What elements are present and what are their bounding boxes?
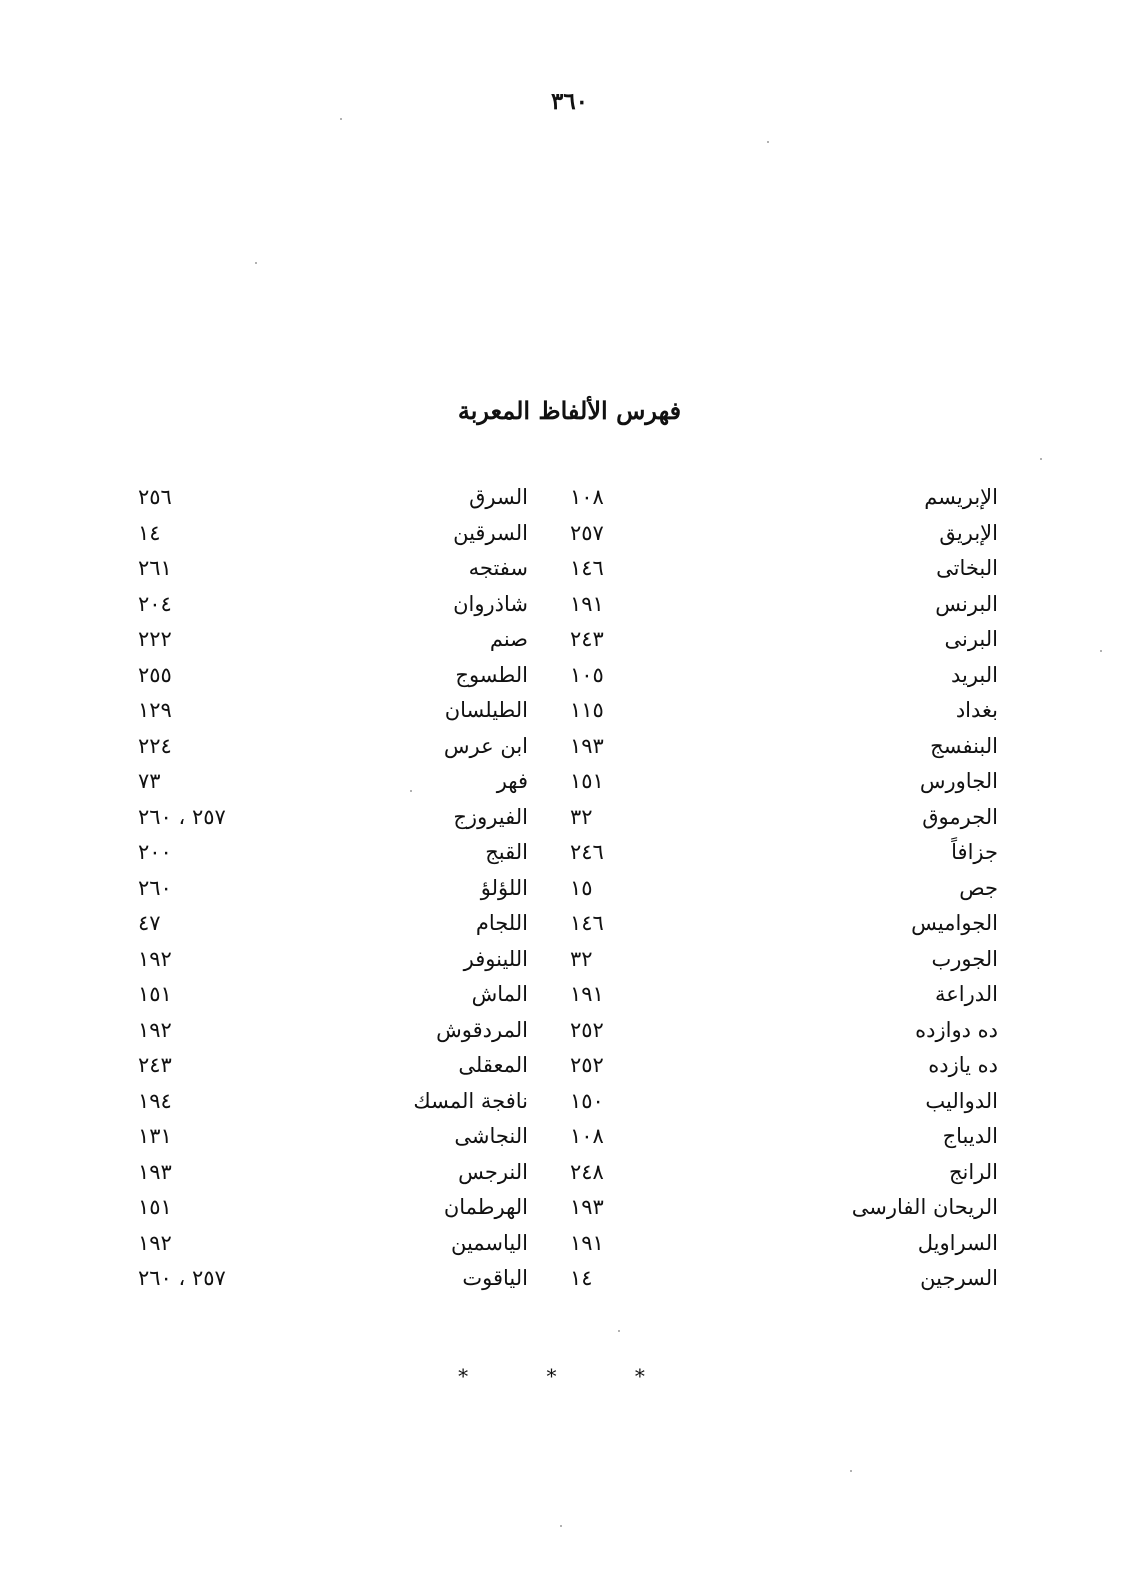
index-term: السرقين bbox=[453, 520, 528, 545]
page-number: ٣٦٠ bbox=[550, 88, 589, 115]
index-entry bbox=[570, 693, 998, 729]
index-entry bbox=[138, 1190, 528, 1226]
index-entry bbox=[138, 1119, 528, 1155]
index-page-numbers: ١٩٣ bbox=[570, 733, 604, 758]
index-term: البخاتى bbox=[936, 556, 998, 580]
index-page-numbers: ١٤٦ bbox=[570, 911, 604, 935]
index-term: سفتجه bbox=[468, 556, 528, 580]
index-page-numbers: ١٩٣ bbox=[138, 1159, 172, 1184]
index-page-numbers: ٢٥٧ ، ٢٦٠ bbox=[138, 804, 226, 829]
index-page-numbers: ٢٤٦ bbox=[570, 840, 604, 864]
index-entry bbox=[138, 906, 528, 942]
index-entry bbox=[138, 871, 528, 907]
index-entry bbox=[138, 835, 528, 871]
index-entry bbox=[570, 906, 998, 942]
index-term: البنفسج bbox=[930, 733, 998, 758]
index-term: الإبريسم bbox=[924, 485, 998, 509]
index-page-numbers: ٢٢٤ bbox=[138, 733, 172, 758]
index-entry bbox=[570, 942, 998, 978]
index-term: السراويل bbox=[917, 1230, 998, 1255]
index-term: اللجام bbox=[475, 911, 528, 935]
index-term: المعقلى bbox=[458, 1053, 528, 1077]
index-term: المردقوش bbox=[436, 1017, 528, 1042]
index-column-right bbox=[570, 480, 998, 1297]
index-entry bbox=[570, 729, 998, 765]
index-page-numbers: ١٤ bbox=[570, 1266, 593, 1290]
index-entry bbox=[570, 622, 998, 658]
index-entry bbox=[138, 1084, 528, 1120]
index-entry bbox=[138, 800, 528, 836]
index-page-numbers: ٢٤٨ bbox=[570, 1159, 604, 1184]
index-page-numbers: ٢٤٣ bbox=[138, 1053, 172, 1077]
index-term: نافجة المسك bbox=[413, 1088, 528, 1113]
index-page-numbers: ١٩١ bbox=[570, 1230, 604, 1255]
index-term: بغداد bbox=[955, 698, 998, 722]
index-entry bbox=[570, 658, 998, 694]
index-page-numbers: ١٥ bbox=[570, 875, 593, 900]
index-page-numbers: ١٩٣ bbox=[570, 1195, 604, 1219]
index-page-numbers: ٢٥٦ bbox=[138, 485, 172, 509]
index-page-numbers: ٢٥٧ ، ٢٦٠ bbox=[138, 1266, 226, 1290]
index-term: النرجس bbox=[458, 1159, 528, 1184]
index-term: الهرطمان bbox=[443, 1195, 528, 1219]
index-page-numbers: ١٩٢ bbox=[138, 1230, 172, 1255]
index-page-numbers: ١١٥ bbox=[570, 698, 604, 722]
index-term: الياسمين bbox=[450, 1230, 528, 1255]
index-entry bbox=[570, 800, 998, 836]
index-page-numbers: ١٠٥ bbox=[570, 662, 604, 687]
index-term: ده يازده bbox=[928, 1053, 998, 1077]
index-entry bbox=[570, 1013, 998, 1049]
index-page-numbers: ١٥١ bbox=[138, 1195, 172, 1219]
index-entry bbox=[570, 1119, 998, 1155]
index-term: الإبريق bbox=[939, 520, 998, 545]
index-page-numbers: ٢٠٠ bbox=[138, 840, 172, 864]
index-entry bbox=[138, 658, 528, 694]
index-term: السرق bbox=[469, 485, 528, 509]
index-term: الماش bbox=[471, 982, 528, 1006]
index-entry bbox=[570, 764, 998, 800]
index-entry bbox=[570, 1155, 998, 1191]
index-term: الريحان الفارسى bbox=[851, 1195, 998, 1219]
index-page-numbers: ١٠٨ bbox=[570, 485, 604, 509]
index-page-numbers: ١٣١ bbox=[138, 1124, 172, 1148]
index-entry bbox=[138, 1261, 528, 1297]
index-term: الجواميس bbox=[911, 911, 998, 935]
index-entry bbox=[570, 1261, 998, 1297]
index-term: صنم bbox=[489, 627, 528, 651]
end-ornament: * * * bbox=[458, 1364, 681, 1388]
index-page-numbers: ١٩١ bbox=[570, 982, 604, 1006]
index-term: البريد bbox=[950, 662, 998, 687]
index-entry bbox=[570, 977, 998, 1013]
index-page-numbers: ١٩٢ bbox=[138, 1017, 172, 1042]
index-entry bbox=[138, 693, 528, 729]
index-entry bbox=[138, 1048, 528, 1084]
index-term: الجرموق bbox=[922, 804, 998, 829]
index-page-numbers: ١٥٠ bbox=[570, 1088, 604, 1113]
index-page-numbers: ٧٣ bbox=[138, 769, 161, 793]
index-term: الفيروزج bbox=[453, 804, 528, 829]
index-term: السرجين bbox=[920, 1266, 998, 1290]
index-page-numbers: ٢٠٤ bbox=[138, 591, 172, 616]
index-entry bbox=[138, 551, 528, 587]
index-entry bbox=[570, 1048, 998, 1084]
index-entry bbox=[138, 764, 528, 800]
index-page-numbers: ٢٥٥ bbox=[138, 662, 172, 687]
index-page-numbers: ١٤٦ bbox=[570, 556, 604, 580]
index-term: الجورب bbox=[931, 946, 998, 971]
index-entry bbox=[570, 1190, 998, 1226]
index-entry bbox=[570, 1084, 998, 1120]
index-term: الطسوج bbox=[455, 662, 528, 687]
index-entry bbox=[138, 1155, 528, 1191]
index-term: اللؤلؤ bbox=[480, 875, 528, 900]
page-title: فهرس الألفاظ المعربة bbox=[457, 396, 682, 425]
index-entry bbox=[570, 835, 998, 871]
index-entry bbox=[138, 942, 528, 978]
index-entry bbox=[570, 516, 998, 552]
index-term: الدواليب bbox=[925, 1088, 998, 1113]
index-term: الديباج bbox=[942, 1124, 998, 1148]
index-term: الياقوت bbox=[462, 1266, 528, 1290]
index-term: الرانج bbox=[948, 1159, 998, 1184]
index-entry bbox=[138, 729, 528, 765]
index-page-numbers: ٢٢٢ bbox=[138, 627, 172, 651]
index-entry bbox=[138, 1226, 528, 1262]
index-page-numbers: ٢٤٣ bbox=[570, 627, 604, 651]
index-page-numbers: ١٢٩ bbox=[138, 698, 172, 722]
index-term: اللينوفر bbox=[463, 946, 528, 971]
index-term: ده دوازده bbox=[915, 1017, 998, 1042]
index-page-numbers: ٢٥٧ bbox=[570, 520, 604, 545]
index-page-numbers: ٢٥٢ bbox=[570, 1053, 604, 1077]
index-term: جص bbox=[959, 875, 998, 900]
index-entry bbox=[570, 871, 998, 907]
index-entry bbox=[570, 551, 998, 587]
index-term: القبج bbox=[485, 840, 528, 864]
index-page-numbers: ١٥١ bbox=[570, 769, 604, 793]
index-entry bbox=[570, 587, 998, 623]
index-term: ابن عرس bbox=[443, 733, 528, 758]
index-term: النجاشى bbox=[454, 1124, 528, 1148]
index-column-left bbox=[138, 480, 528, 1297]
index-page-numbers: ١٠٨ bbox=[570, 1124, 604, 1148]
index-entry bbox=[138, 480, 528, 516]
index-term: الجاورس bbox=[919, 769, 998, 793]
index-entry bbox=[138, 516, 528, 552]
index-page-numbers: ٢٦٠ bbox=[138, 875, 172, 900]
index-entry bbox=[570, 1226, 998, 1262]
index-page-numbers: ٢٥٢ bbox=[570, 1017, 604, 1042]
index-entry bbox=[138, 622, 528, 658]
index-entry bbox=[138, 587, 528, 623]
index-page-numbers: ٤٧ bbox=[138, 911, 161, 935]
index-page-numbers: ١٩٤ bbox=[138, 1088, 172, 1113]
index-term: شاذروان bbox=[453, 591, 528, 616]
index-page-numbers: ٣٢ bbox=[570, 946, 593, 971]
index-term: الطيلسان bbox=[444, 698, 528, 722]
index-page-numbers: ١٥١ bbox=[138, 982, 172, 1006]
index-entry bbox=[570, 480, 998, 516]
index-term: الدراعة bbox=[934, 982, 998, 1006]
index-term: جزافاً bbox=[951, 840, 998, 864]
index-page-numbers: ١٤ bbox=[138, 520, 161, 545]
index-term: البرنس bbox=[935, 591, 998, 616]
index-entry bbox=[138, 977, 528, 1013]
index-entry bbox=[138, 1013, 528, 1049]
index-page-numbers: ٢٦١ bbox=[138, 556, 172, 580]
index-page-numbers: ١٩٢ bbox=[138, 946, 172, 971]
index-term: فهر bbox=[496, 769, 528, 793]
index-term: البرنى bbox=[944, 627, 998, 651]
index-page-numbers: ١٩١ bbox=[570, 591, 604, 616]
index-page-numbers: ٣٢ bbox=[570, 804, 593, 829]
